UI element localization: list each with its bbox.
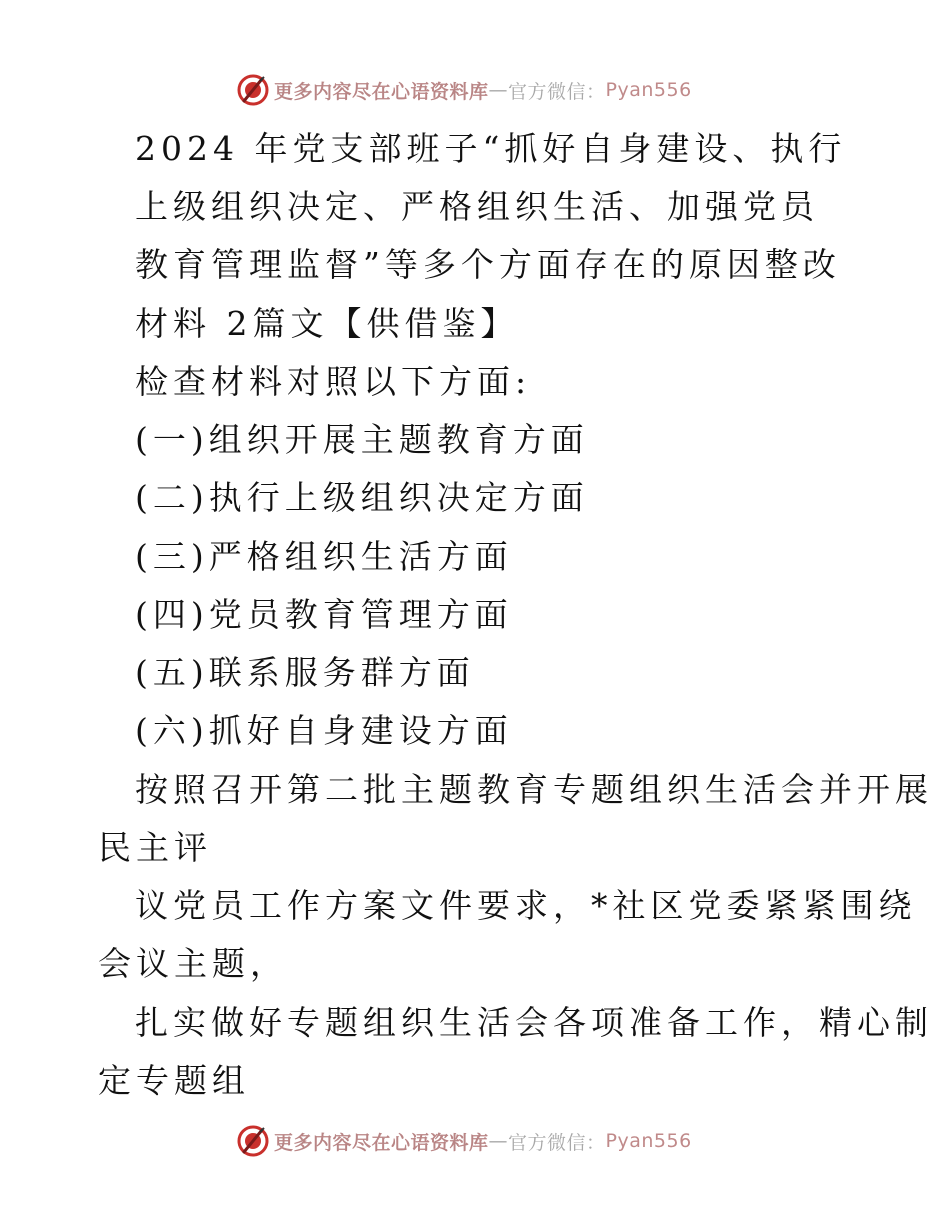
paragraph-line-6: 定专题组 — [98, 1061, 250, 1100]
title-line-4: 材料 2篇文【供借鉴】 — [135, 304, 519, 343]
watermark-main-text: 更多内容尽在心语资料库 — [274, 1131, 489, 1154]
aspect-item-5: (五)联系服务群方面 — [135, 653, 475, 692]
title-line-2: 上级组织决定、严格组织生活、加强党员 — [135, 187, 819, 226]
paragraph-line-3: 议党员工作方案文件要求，*社区党委紧紧围绕 — [135, 886, 917, 925]
aspect-item-2: (二)执行上级组织决定方面 — [135, 478, 589, 517]
intro-line: 检查材料对照以下方面: — [135, 362, 532, 401]
watermark-dash: — — [488, 79, 509, 101]
aspect-item-6: (六)抓好自身建设方面 — [135, 711, 513, 750]
title-line-3: 教育管理监督”等多个方面存在的原因整改 — [135, 245, 841, 284]
watermark-side-text: 官方微信： — [508, 1131, 606, 1154]
watermark-dash: — — [488, 1130, 509, 1152]
title-line-1: 2024 年党支部班子“抓好自身建设、执行 — [135, 129, 847, 168]
red-seal-pen-logo-icon — [236, 1124, 270, 1158]
red-seal-pen-logo-icon — [236, 73, 270, 107]
header-watermark — [236, 73, 692, 107]
watermark-main-text: 更多内容尽在心语资料库 — [274, 80, 489, 103]
aspect-item-3: (三)严格组织生活方面 — [135, 537, 513, 576]
footer-watermark — [236, 1124, 692, 1158]
paragraph-line-2: 民主评 — [98, 828, 212, 867]
aspect-item-1: (一)组织开展主题教育方面 — [135, 420, 589, 459]
aspect-item-4: (四)党员教育管理方面 — [135, 595, 513, 634]
watermark-handle: Pyan556 — [605, 79, 692, 101]
paragraph-line-5: 扎实做好专题组织生活会各项准备工作，精心制 — [135, 1003, 933, 1042]
paragraph-line-4: 会议主题， — [98, 944, 288, 983]
watermark-side-text: 官方微信： — [508, 80, 606, 103]
paragraph-line-1: 按照召开第二批主题教育专题组织生活会并开展 — [135, 770, 933, 809]
watermark-handle: Pyan556 — [605, 1130, 692, 1152]
